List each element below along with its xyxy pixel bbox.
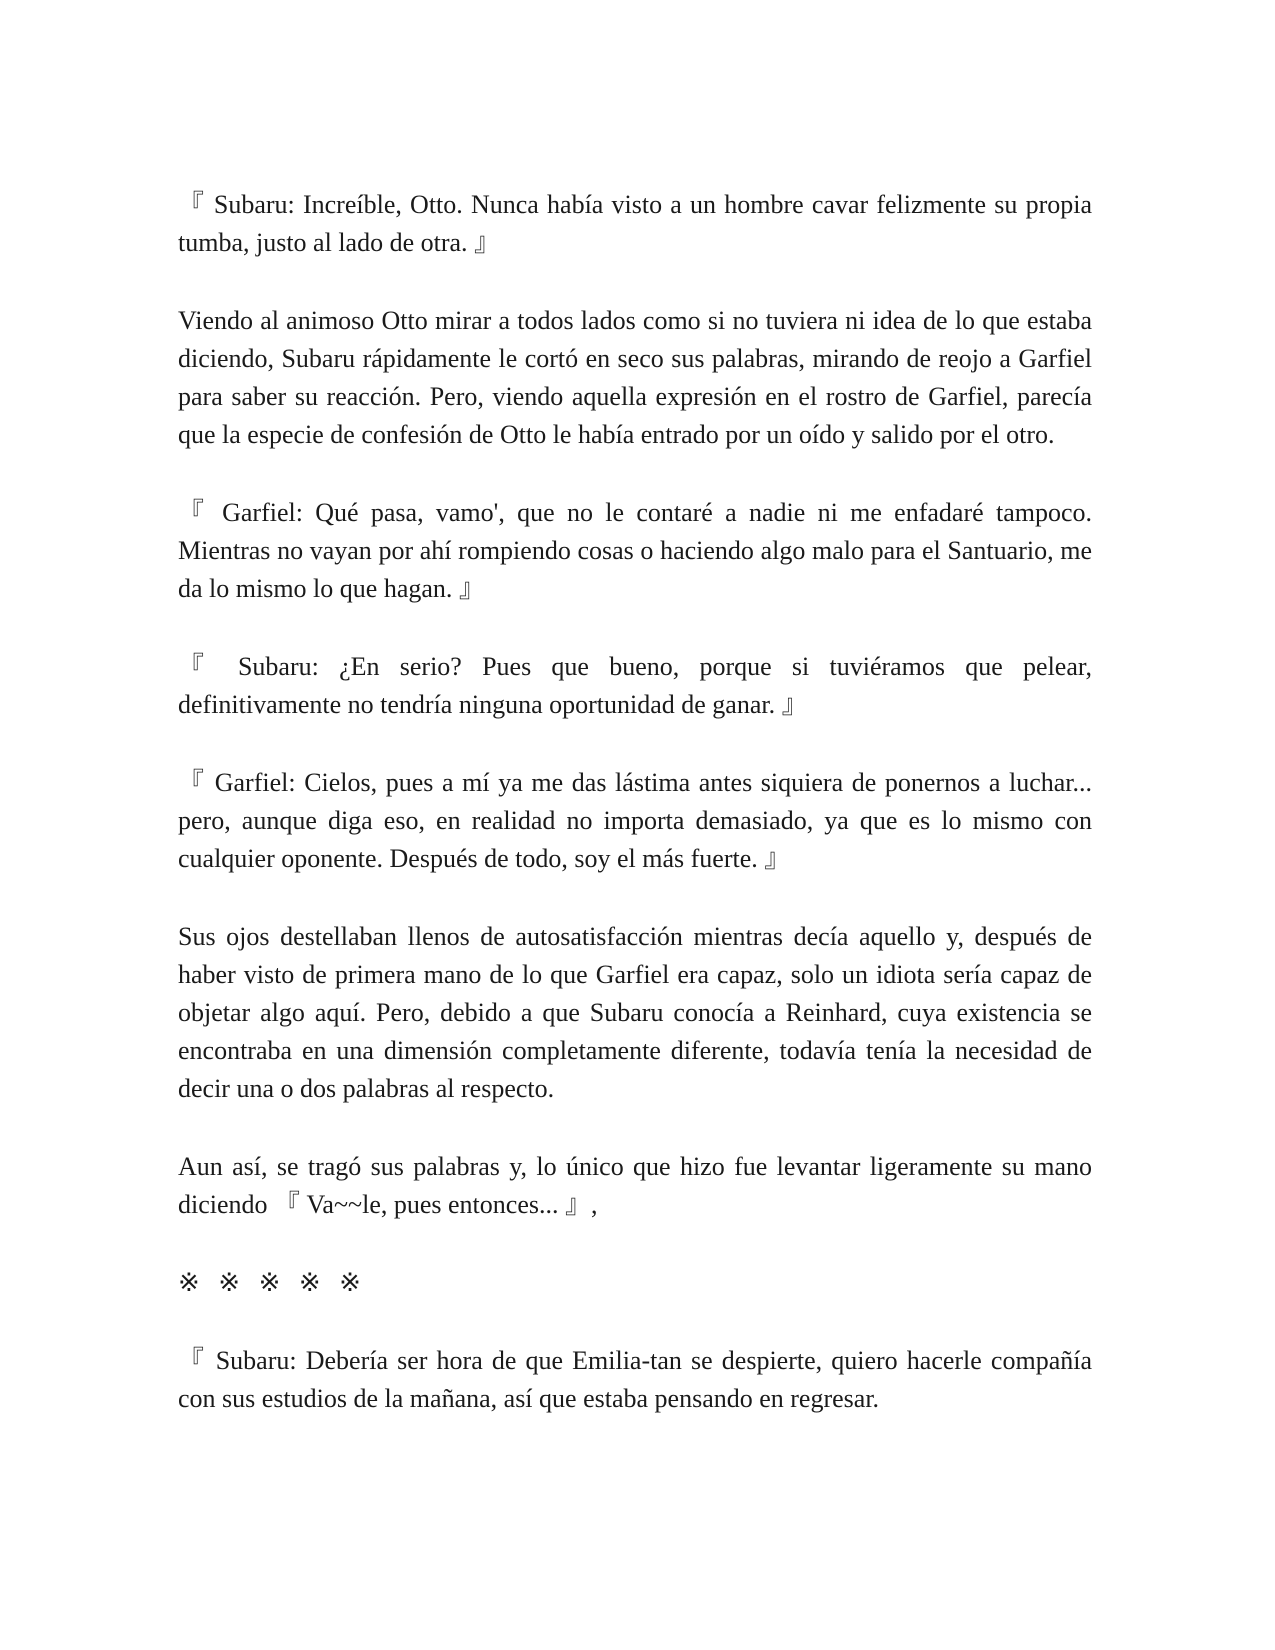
- paragraph-garfiel-dialogue-1: 『 Garfiel: Qué pasa, vamo', que no le contaré a nadie ni me enfadaré tampoco. Mientras no vayan por ahí rompiendo cosas o haciendo algo malo para el Santuario, me da lo mismo lo que hagan. 』: [178, 498, 1092, 603]
- paragraph-narration-3: Aun así, se tragó sus palabras y, lo único que hizo fue levantar ligeramente su mano diciendo 『 Va~~le, pues entonces... 』,: [178, 1152, 1092, 1219]
- paragraph-narration-2: Sus ojos destellaban llenos de autosatisfacción mientras decía aquello y, después de haber visto de primera mano de lo que Garfiel era capaz, solo un idiota sería capaz de objetar algo aquí. Pero, debido a que Subaru conocía a Reinhard, cuya existencia se encontraba en una dimensión completamente diferente, todavía tenía la necesidad de decir una o dos palabras al respecto.: [178, 922, 1092, 1103]
- scene-separator: ※ ※ ※ ※ ※: [178, 1268, 367, 1297]
- paragraph-garfiel-dialogue-2: 『 Garfiel: Cielos, pues a mí ya me das lástima antes siquiera de ponernos a luchar... pero, aunque diga eso, en realidad no importa demasiado, ya que es lo mismo con cualquier oponente. Después de todo, soy el más fuerte. 』: [178, 768, 1092, 873]
- paragraph-narration-1: Viendo al animoso Otto mirar a todos lados como si no tuviera ni idea de lo que estaba diciendo, Subaru rápidamente le cortó en seco sus palabras, mirando de reojo a Garfiel para saber su reacción. Pero, viendo aquella expresión en el rostro de Garfiel, parecía que la especie de confesión de Otto le había entrado por un oído y salido por el otro.: [178, 306, 1092, 449]
- paragraph-subaru-dialogue-3: 『 Subaru: Debería ser hora de que Emilia-tan se despierte, quiero hacerle compañía con sus estudios de la mañana, así que estaba pensando en regresar.: [178, 1346, 1092, 1413]
- paragraph-subaru-dialogue-2: 『 Subaru: ¿En serio? Pues que bueno, porque si tuviéramos que pelear, definitivamente no tendría ninguna oportunidad de ganar. 』: [178, 652, 1092, 719]
- paragraph-subaru-dialogue-1: 『 Subaru: Increíble, Otto. Nunca había visto a un hombre cavar felizmente su propia tumba, justo al lado de otra. 』: [178, 190, 1092, 257]
- document-page: [178, 186, 1092, 1418]
